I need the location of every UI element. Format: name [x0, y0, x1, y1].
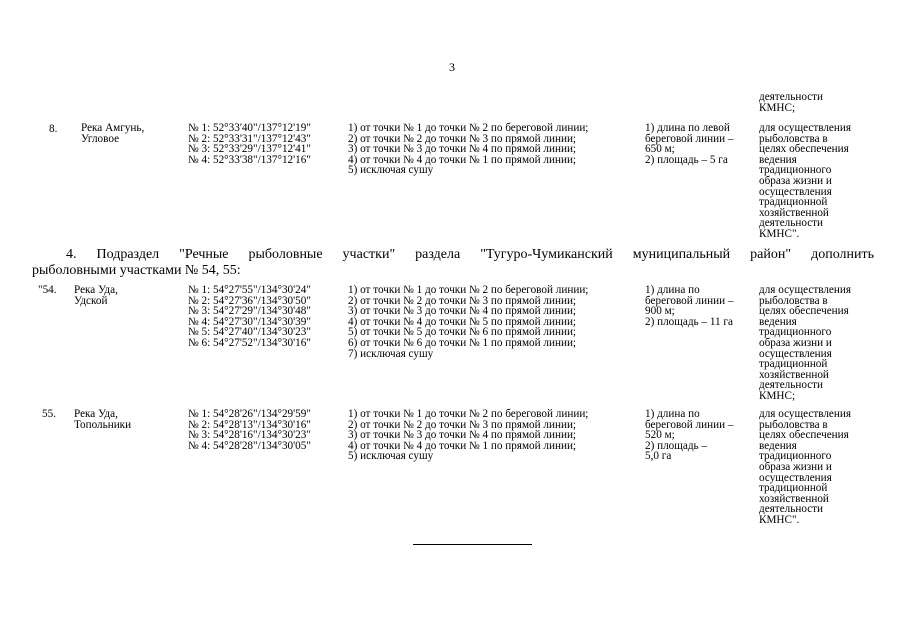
- row-8-name: [81, 123, 144, 144]
- row-8-purpose: [759, 123, 851, 240]
- boundary-line: 2) от точки № 2 до точки № 3 по прямой линии;: [348, 294, 577, 307]
- boundary-line: 1) от точки № 1 до точки № 2 по береговой линии;: [348, 408, 589, 420]
- row-8-boundaries: [348, 123, 588, 176]
- boundary-line: 4) от точки № 4 до точки № 1 по прямой линии;: [348, 153, 577, 166]
- purpose-line: образа жизни и: [759, 460, 832, 473]
- boundary-line: 5) исключая сушу: [348, 450, 434, 463]
- boundary-line: 3) от точки № 3 до точки № 4 по прямой линии;: [348, 429, 577, 442]
- purpose-line: хозяйственной: [759, 206, 829, 219]
- size-line: 5,0 га: [645, 450, 672, 463]
- row-55-purpose: [759, 409, 851, 526]
- point-line: № 1: 54°28'26"/134°29'59": [188, 408, 311, 420]
- row-54-size: [645, 285, 733, 327]
- boundary-line: 7) исключая сушу: [348, 347, 434, 360]
- purpose-line: хозяйственной: [759, 368, 829, 381]
- purpose-line: КМНС;: [759, 389, 796, 402]
- boundary-line: 1) от точки № 1 до точки № 2 по береговой линии;: [348, 284, 589, 296]
- purpose-line: для осуществления: [759, 408, 852, 420]
- page-number: 3: [449, 60, 455, 74]
- boundary-line: 5) от точки № 5 до точки № 6 по прямой линии;: [348, 326, 577, 339]
- point-line: № 6: 54°27'52"/134°30'16": [188, 336, 311, 349]
- purpose-line: КМНС".: [759, 513, 800, 526]
- paragraph-line-1: 4. Подраздел "Речные рыболовные участки" раздела "Тугуро-Чумиканский муниципальный район" дополнить: [66, 247, 874, 262]
- point-line: № 3: 54°28'16"/134°30'23": [188, 429, 311, 442]
- size-line: 1) длина по: [645, 408, 700, 420]
- row-54-number: "54.: [38, 284, 57, 296]
- size-line: 520 м;: [645, 429, 675, 442]
- boundary-line: 4) от точки № 4 до точки № 1 по прямой линии;: [348, 439, 577, 452]
- purpose-line: целях обеспечения: [759, 143, 849, 156]
- purpose-line: ведения: [759, 153, 797, 166]
- text-line: Река Амгунь,: [81, 122, 145, 134]
- boundary-line: 5) исключая сушу: [348, 164, 434, 177]
- purpose-line: традиционной: [759, 358, 828, 371]
- purpose-line: традиционного: [759, 450, 832, 463]
- row-55-boundaries: [348, 409, 588, 462]
- text-line: КМНС;: [759, 101, 796, 114]
- point-line: № 4: 54°28'28"/134°30'05": [188, 439, 311, 452]
- boundary-line: 3) от точки № 3 до точки № 4 по прямой линии;: [348, 305, 577, 318]
- purpose-line: рыболовства в: [759, 418, 828, 431]
- point-line: № 5: 54°27'40"/134°30'23": [188, 326, 311, 339]
- purpose-line: хозяйственной: [759, 492, 829, 505]
- boundary-line: 4) от точки № 4 до точки № 5 по прямой линии;: [348, 315, 577, 328]
- boundary-line: 2) от точки № 2 до точки № 3 по прямой линии;: [348, 132, 577, 145]
- text-line: деятельности: [759, 91, 824, 103]
- purpose-line: осуществления: [759, 185, 832, 198]
- purpose-line: образа жизни и: [759, 336, 832, 349]
- purpose-line: для осуществления: [759, 122, 852, 134]
- purpose-line: целях обеспечения: [759, 305, 849, 318]
- row-55-name: [74, 409, 131, 430]
- size-line: 2) площадь – 5 га: [645, 153, 728, 166]
- purpose-line: традиционной: [759, 196, 828, 209]
- row-55-size: [645, 409, 733, 462]
- row-8-number: 8.: [49, 123, 58, 135]
- purpose-line: рыболовства в: [759, 294, 828, 307]
- purpose-line: традиционного: [759, 326, 832, 339]
- purpose-line: деятельности: [759, 503, 824, 516]
- purpose-line: рыболовства в: [759, 132, 828, 145]
- purpose-line: осуществления: [759, 347, 832, 360]
- size-line: 1) длина по: [645, 284, 700, 296]
- boundary-line: 6) от точки № 6 до точки № 1 по прямой линии;: [348, 336, 577, 349]
- row-54-name: [74, 285, 118, 306]
- purpose-line: традиционной: [759, 482, 828, 495]
- purpose-line: ведения: [759, 315, 797, 328]
- row-54-boundaries: [348, 285, 588, 359]
- point-line: № 4: 54°27'30"/134°30'39": [188, 315, 311, 328]
- row-55-points: [188, 409, 311, 451]
- row-8-points: [188, 123, 311, 165]
- size-line: 2) площадь – 11 га: [645, 315, 733, 328]
- point-line: № 3: 52°33'29"/137°12'41": [188, 143, 311, 156]
- paragraph-line-2: рыболовными участками № 54, 55:: [32, 263, 241, 278]
- boundary-line: 1) от точки № 1 до точки № 2 по береговой линии;: [348, 122, 589, 134]
- size-line: береговой линии –: [645, 418, 734, 431]
- purpose-line: деятельности: [759, 379, 824, 392]
- amendment-paragraph: [32, 247, 874, 279]
- boundary-line: 2) от точки № 2 до точки № 3 по прямой линии;: [348, 418, 577, 431]
- text-line: Река Уда,: [74, 284, 118, 296]
- size-line: береговой линии –: [645, 294, 734, 307]
- boundary-line: 3) от точки № 3 до точки № 4 по прямой линии;: [348, 143, 577, 156]
- point-line: № 3: 54°27'29"/134°30'48": [188, 305, 311, 318]
- purpose-line: традиционного: [759, 164, 832, 177]
- point-line: № 2: 54°28'13"/134°30'16": [188, 418, 311, 431]
- row-54-points: [188, 285, 311, 349]
- top-continuation-purpose: [759, 92, 823, 113]
- text-line: Река Уда,: [74, 408, 118, 420]
- text-line: Топольники: [74, 418, 132, 431]
- purpose-line: деятельности: [759, 217, 824, 230]
- text-line: Удской: [74, 294, 108, 307]
- row-55-number: 55.: [42, 408, 56, 420]
- text-line: Угловое: [81, 132, 120, 145]
- row-54-purpose: [759, 285, 851, 402]
- purpose-line: для осуществления: [759, 284, 852, 296]
- point-line: № 2: 54°27'36"/134°30'50": [188, 294, 311, 307]
- row-8-size: [645, 123, 733, 165]
- purpose-line: осуществления: [759, 471, 832, 484]
- size-line: береговой линии –: [645, 132, 734, 145]
- point-line: № 2: 52°33'31"/137°12'43": [188, 132, 311, 145]
- point-line: № 1: 52°33'40"/137°12'19": [188, 122, 311, 134]
- point-line: № 4: 52°33'38"/137°12'16": [188, 153, 311, 166]
- purpose-line: ведения: [759, 439, 797, 452]
- purpose-line: образа жизни и: [759, 174, 832, 187]
- size-line: 2) площадь –: [645, 439, 708, 452]
- end-divider: [413, 544, 532, 545]
- purpose-line: КМНС".: [759, 227, 800, 240]
- size-line: 900 м;: [645, 305, 675, 318]
- size-line: 1) длина по левой: [645, 122, 730, 134]
- point-line: № 1: 54°27'55"/134°30'24": [188, 284, 311, 296]
- size-line: 650 м;: [645, 143, 675, 156]
- purpose-line: целях обеспечения: [759, 429, 849, 442]
